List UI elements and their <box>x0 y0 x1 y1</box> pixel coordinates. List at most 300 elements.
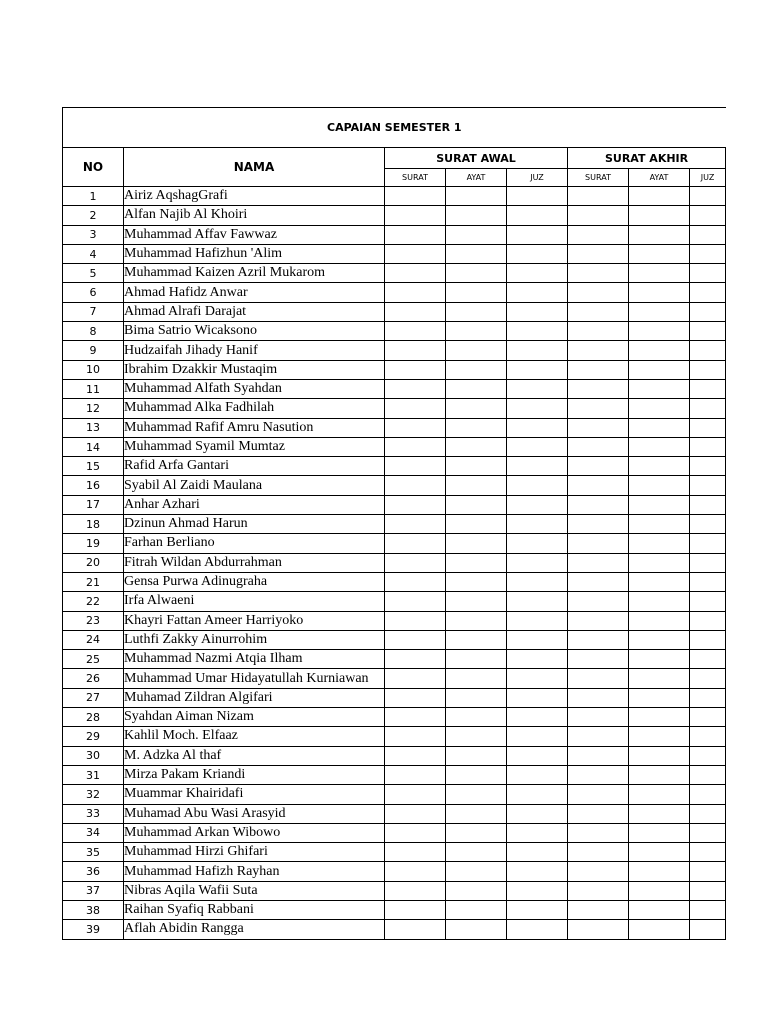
akhir-juz-cell[interactable] <box>690 399 726 418</box>
student-name-cell[interactable]: Muhammad Nazmi Atqia Ilham <box>124 650 385 669</box>
row-number-cell[interactable]: 22 <box>63 592 124 611</box>
awal-ayat-cell[interactable] <box>446 650 507 669</box>
row-number-cell[interactable]: 9 <box>63 341 124 360</box>
akhir-ayat-cell[interactable] <box>629 572 690 591</box>
awal-juz-cell[interactable] <box>507 765 568 784</box>
sheet-title[interactable]: CAPAIAN SEMESTER 1 <box>63 108 726 148</box>
awal-juz-cell[interactable] <box>507 804 568 823</box>
akhir-surat-cell[interactable] <box>568 727 629 746</box>
akhir-juz-cell[interactable] <box>690 553 726 572</box>
awal-ayat-cell[interactable] <box>446 399 507 418</box>
student-name-cell[interactable]: Bima Satrio Wicaksono <box>124 322 385 341</box>
row-number-cell[interactable]: 8 <box>63 322 124 341</box>
akhir-ayat-cell[interactable] <box>629 688 690 707</box>
awal-juz-cell[interactable] <box>507 708 568 727</box>
akhir-juz-cell[interactable] <box>690 264 726 283</box>
akhir-surat-cell[interactable] <box>568 881 629 900</box>
awal-juz-cell[interactable] <box>507 688 568 707</box>
student-name-cell[interactable]: Muhammad Hirzi Ghifari <box>124 843 385 862</box>
akhir-surat-cell[interactable] <box>568 669 629 688</box>
row-number-cell[interactable]: 37 <box>63 881 124 900</box>
awal-ayat-cell[interactable] <box>446 920 507 939</box>
awal-juz-cell[interactable] <box>507 244 568 263</box>
student-name-cell[interactable]: Ahmad Hafidz Anwar <box>124 283 385 302</box>
akhir-surat-cell[interactable] <box>568 650 629 669</box>
akhir-juz-cell[interactable] <box>690 187 726 206</box>
akhir-ayat-cell[interactable] <box>629 592 690 611</box>
awal-surat-cell[interactable] <box>385 708 446 727</box>
awal-ayat-cell[interactable] <box>446 283 507 302</box>
header-akhir-surat[interactable]: SURAT <box>568 169 629 187</box>
row-number-cell[interactable]: 39 <box>63 920 124 939</box>
awal-ayat-cell[interactable] <box>446 688 507 707</box>
akhir-juz-cell[interactable] <box>690 881 726 900</box>
akhir-juz-cell[interactable] <box>690 611 726 630</box>
akhir-surat-cell[interactable] <box>568 823 629 842</box>
awal-ayat-cell[interactable] <box>446 669 507 688</box>
akhir-surat-cell[interactable] <box>568 592 629 611</box>
awal-juz-cell[interactable] <box>507 399 568 418</box>
awal-juz-cell[interactable] <box>507 206 568 225</box>
awal-surat-cell[interactable] <box>385 650 446 669</box>
awal-surat-cell[interactable] <box>385 765 446 784</box>
awal-ayat-cell[interactable] <box>446 572 507 591</box>
akhir-juz-cell[interactable] <box>690 360 726 379</box>
akhir-surat-cell[interactable] <box>568 244 629 263</box>
akhir-juz-cell[interactable] <box>690 476 726 495</box>
row-number-cell[interactable]: 32 <box>63 785 124 804</box>
akhir-ayat-cell[interactable] <box>629 264 690 283</box>
row-number-cell[interactable]: 24 <box>63 630 124 649</box>
akhir-surat-cell[interactable] <box>568 322 629 341</box>
awal-surat-cell[interactable] <box>385 244 446 263</box>
akhir-juz-cell[interactable] <box>690 515 726 534</box>
awal-juz-cell[interactable] <box>507 920 568 939</box>
row-number-cell[interactable]: 30 <box>63 746 124 765</box>
awal-surat-cell[interactable] <box>385 476 446 495</box>
akhir-ayat-cell[interactable] <box>629 418 690 437</box>
row-number-cell[interactable]: 18 <box>63 515 124 534</box>
student-name-cell[interactable]: Muammar Khairidafi <box>124 785 385 804</box>
akhir-ayat-cell[interactable] <box>629 765 690 784</box>
student-name-cell[interactable]: Muhamad Zildran Algifari <box>124 688 385 707</box>
akhir-ayat-cell[interactable] <box>629 399 690 418</box>
awal-surat-cell[interactable] <box>385 187 446 206</box>
akhir-juz-cell[interactable] <box>690 630 726 649</box>
awal-surat-cell[interactable] <box>385 823 446 842</box>
awal-juz-cell[interactable] <box>507 823 568 842</box>
awal-juz-cell[interactable] <box>507 302 568 321</box>
student-name-cell[interactable]: Syahdan Aiman Nizam <box>124 708 385 727</box>
student-name-cell[interactable]: Muhammad Syamil Mumtaz <box>124 437 385 456</box>
awal-surat-cell[interactable] <box>385 900 446 919</box>
akhir-ayat-cell[interactable] <box>629 708 690 727</box>
row-number-cell[interactable]: 7 <box>63 302 124 321</box>
akhir-surat-cell[interactable] <box>568 457 629 476</box>
akhir-ayat-cell[interactable] <box>629 244 690 263</box>
akhir-ayat-cell[interactable] <box>629 900 690 919</box>
awal-ayat-cell[interactable] <box>446 804 507 823</box>
akhir-juz-cell[interactable] <box>690 495 726 514</box>
student-name-cell[interactable]: Anhar Azhari <box>124 495 385 514</box>
akhir-juz-cell[interactable] <box>690 437 726 456</box>
awal-juz-cell[interactable] <box>507 727 568 746</box>
awal-ayat-cell[interactable] <box>446 862 507 881</box>
row-number-cell[interactable]: 19 <box>63 534 124 553</box>
akhir-ayat-cell[interactable] <box>629 379 690 398</box>
awal-ayat-cell[interactable] <box>446 495 507 514</box>
akhir-ayat-cell[interactable] <box>629 437 690 456</box>
akhir-juz-cell[interactable] <box>690 572 726 591</box>
student-name-cell[interactable]: Fitrah Wildan Abdurrahman <box>124 553 385 572</box>
awal-juz-cell[interactable] <box>507 476 568 495</box>
awal-ayat-cell[interactable] <box>446 457 507 476</box>
row-number-cell[interactable]: 16 <box>63 476 124 495</box>
akhir-ayat-cell[interactable] <box>629 322 690 341</box>
akhir-ayat-cell[interactable] <box>629 457 690 476</box>
awal-juz-cell[interactable] <box>507 495 568 514</box>
awal-juz-cell[interactable] <box>507 900 568 919</box>
awal-ayat-cell[interactable] <box>446 341 507 360</box>
akhir-juz-cell[interactable] <box>690 379 726 398</box>
student-name-cell[interactable]: Dzinun Ahmad Harun <box>124 515 385 534</box>
akhir-juz-cell[interactable] <box>690 843 726 862</box>
awal-juz-cell[interactable] <box>507 225 568 244</box>
awal-surat-cell[interactable] <box>385 630 446 649</box>
akhir-ayat-cell[interactable] <box>629 746 690 765</box>
akhir-surat-cell[interactable] <box>568 708 629 727</box>
header-akhir-juz[interactable]: JUZ <box>690 169 726 187</box>
akhir-juz-cell[interactable] <box>690 225 726 244</box>
header-nama[interactable]: NAMA <box>124 148 385 187</box>
awal-ayat-cell[interactable] <box>446 630 507 649</box>
awal-surat-cell[interactable] <box>385 495 446 514</box>
student-name-cell[interactable]: Raihan Syafiq Rabbani <box>124 900 385 919</box>
akhir-surat-cell[interactable] <box>568 399 629 418</box>
awal-juz-cell[interactable] <box>507 534 568 553</box>
akhir-juz-cell[interactable] <box>690 457 726 476</box>
akhir-ayat-cell[interactable] <box>629 302 690 321</box>
awal-juz-cell[interactable] <box>507 437 568 456</box>
akhir-ayat-cell[interactable] <box>629 881 690 900</box>
akhir-surat-cell[interactable] <box>568 688 629 707</box>
awal-ayat-cell[interactable] <box>446 900 507 919</box>
student-name-cell[interactable]: Muhammad Umar Hidayatullah Kurniawan <box>124 669 385 688</box>
student-name-cell[interactable]: Irfa Alwaeni <box>124 592 385 611</box>
akhir-ayat-cell[interactable] <box>629 920 690 939</box>
akhir-juz-cell[interactable] <box>690 823 726 842</box>
row-number-cell[interactable]: 1 <box>63 187 124 206</box>
akhir-juz-cell[interactable] <box>690 534 726 553</box>
awal-surat-cell[interactable] <box>385 206 446 225</box>
akhir-surat-cell[interactable] <box>568 187 629 206</box>
akhir-juz-cell[interactable] <box>690 322 726 341</box>
akhir-surat-cell[interactable] <box>568 534 629 553</box>
akhir-juz-cell[interactable] <box>690 920 726 939</box>
awal-ayat-cell[interactable] <box>446 264 507 283</box>
student-name-cell[interactable]: Luthfi Zakky Ainurrohim <box>124 630 385 649</box>
student-name-cell[interactable]: Gensa Purwa Adinugraha <box>124 572 385 591</box>
akhir-ayat-cell[interactable] <box>629 804 690 823</box>
awal-surat-cell[interactable] <box>385 688 446 707</box>
header-awal-juz[interactable]: JUZ <box>507 169 568 187</box>
row-number-cell[interactable]: 33 <box>63 804 124 823</box>
akhir-surat-cell[interactable] <box>568 476 629 495</box>
awal-ayat-cell[interactable] <box>446 187 507 206</box>
akhir-surat-cell[interactable] <box>568 418 629 437</box>
student-name-cell[interactable]: Ibrahim Dzakkir Mustaqim <box>124 360 385 379</box>
akhir-surat-cell[interactable] <box>568 206 629 225</box>
awal-surat-cell[interactable] <box>385 322 446 341</box>
akhir-juz-cell[interactable] <box>690 650 726 669</box>
awal-surat-cell[interactable] <box>385 457 446 476</box>
akhir-juz-cell[interactable] <box>690 804 726 823</box>
awal-surat-cell[interactable] <box>385 746 446 765</box>
awal-ayat-cell[interactable] <box>446 881 507 900</box>
akhir-surat-cell[interactable] <box>568 495 629 514</box>
akhir-ayat-cell[interactable] <box>629 630 690 649</box>
awal-surat-cell[interactable] <box>385 669 446 688</box>
row-number-cell[interactable]: 14 <box>63 437 124 456</box>
awal-surat-cell[interactable] <box>385 843 446 862</box>
akhir-juz-cell[interactable] <box>690 900 726 919</box>
akhir-ayat-cell[interactable] <box>629 611 690 630</box>
akhir-ayat-cell[interactable] <box>629 553 690 572</box>
awal-juz-cell[interactable] <box>507 862 568 881</box>
awal-surat-cell[interactable] <box>385 572 446 591</box>
student-name-cell[interactable]: Khayri Fattan Ameer Harriyoko <box>124 611 385 630</box>
student-name-cell[interactable]: Muhammad Alfath Syahdan <box>124 379 385 398</box>
awal-ayat-cell[interactable] <box>446 727 507 746</box>
awal-surat-cell[interactable] <box>385 283 446 302</box>
awal-juz-cell[interactable] <box>507 360 568 379</box>
awal-ayat-cell[interactable] <box>446 611 507 630</box>
student-name-cell[interactable]: Muhammad Alka Fadhilah <box>124 399 385 418</box>
student-name-cell[interactable]: Ahmad Alrafi Darajat <box>124 302 385 321</box>
akhir-surat-cell[interactable] <box>568 225 629 244</box>
awal-juz-cell[interactable] <box>507 630 568 649</box>
akhir-ayat-cell[interactable] <box>629 515 690 534</box>
student-name-cell[interactable]: Muhammad Rafif Amru Nasution <box>124 418 385 437</box>
awal-juz-cell[interactable] <box>507 457 568 476</box>
awal-surat-cell[interactable] <box>385 804 446 823</box>
akhir-juz-cell[interactable] <box>690 785 726 804</box>
akhir-surat-cell[interactable] <box>568 264 629 283</box>
akhir-juz-cell[interactable] <box>690 244 726 263</box>
awal-surat-cell[interactable] <box>385 592 446 611</box>
awal-surat-cell[interactable] <box>385 341 446 360</box>
akhir-ayat-cell[interactable] <box>629 669 690 688</box>
student-name-cell[interactable]: M. Adzka Al thaf <box>124 746 385 765</box>
akhir-juz-cell[interactable] <box>690 302 726 321</box>
awal-ayat-cell[interactable] <box>446 843 507 862</box>
akhir-ayat-cell[interactable] <box>629 843 690 862</box>
row-number-cell[interactable]: 36 <box>63 862 124 881</box>
akhir-ayat-cell[interactable] <box>629 534 690 553</box>
student-name-cell[interactable]: Hudzaifah Jihady Hanif <box>124 341 385 360</box>
awal-surat-cell[interactable] <box>385 379 446 398</box>
awal-ayat-cell[interactable] <box>446 476 507 495</box>
awal-ayat-cell[interactable] <box>446 708 507 727</box>
row-number-cell[interactable]: 11 <box>63 379 124 398</box>
akhir-juz-cell[interactable] <box>690 418 726 437</box>
akhir-ayat-cell[interactable] <box>629 862 690 881</box>
awal-ayat-cell[interactable] <box>446 360 507 379</box>
awal-juz-cell[interactable] <box>507 553 568 572</box>
row-number-cell[interactable]: 31 <box>63 765 124 784</box>
awal-ayat-cell[interactable] <box>446 592 507 611</box>
akhir-juz-cell[interactable] <box>690 341 726 360</box>
awal-surat-cell[interactable] <box>385 785 446 804</box>
akhir-surat-cell[interactable] <box>568 862 629 881</box>
awal-ayat-cell[interactable] <box>446 765 507 784</box>
row-number-cell[interactable]: 28 <box>63 708 124 727</box>
akhir-surat-cell[interactable] <box>568 804 629 823</box>
akhir-surat-cell[interactable] <box>568 437 629 456</box>
row-number-cell[interactable]: 20 <box>63 553 124 572</box>
student-name-cell[interactable]: Syabil Al Zaidi Maulana <box>124 476 385 495</box>
header-surat-akhir[interactable]: SURAT AKHIR <box>568 148 726 169</box>
awal-surat-cell[interactable] <box>385 534 446 553</box>
student-name-cell[interactable]: Muhammad Arkan Wibowo <box>124 823 385 842</box>
row-number-cell[interactable]: 13 <box>63 418 124 437</box>
akhir-surat-cell[interactable] <box>568 920 629 939</box>
awal-ayat-cell[interactable] <box>446 746 507 765</box>
awal-juz-cell[interactable] <box>507 515 568 534</box>
awal-surat-cell[interactable] <box>385 727 446 746</box>
header-akhir-ayat[interactable]: AYAT <box>629 169 690 187</box>
student-name-cell[interactable]: Nibras Aqila Wafii Suta <box>124 881 385 900</box>
awal-surat-cell[interactable] <box>385 515 446 534</box>
akhir-ayat-cell[interactable] <box>629 225 690 244</box>
row-number-cell[interactable]: 27 <box>63 688 124 707</box>
awal-juz-cell[interactable] <box>507 746 568 765</box>
akhir-surat-cell[interactable] <box>568 302 629 321</box>
awal-juz-cell[interactable] <box>507 611 568 630</box>
student-name-cell[interactable]: Alfan Najib Al Khoiri <box>124 206 385 225</box>
akhir-ayat-cell[interactable] <box>629 341 690 360</box>
akhir-ayat-cell[interactable] <box>629 727 690 746</box>
akhir-ayat-cell[interactable] <box>629 206 690 225</box>
row-number-cell[interactable]: 17 <box>63 495 124 514</box>
awal-ayat-cell[interactable] <box>446 515 507 534</box>
akhir-surat-cell[interactable] <box>568 515 629 534</box>
header-awal-ayat[interactable]: AYAT <box>446 169 507 187</box>
awal-ayat-cell[interactable] <box>446 418 507 437</box>
awal-ayat-cell[interactable] <box>446 225 507 244</box>
row-number-cell[interactable]: 15 <box>63 457 124 476</box>
awal-ayat-cell[interactable] <box>446 302 507 321</box>
student-name-cell[interactable]: Muhammad Hafizh Rayhan <box>124 862 385 881</box>
awal-ayat-cell[interactable] <box>446 553 507 572</box>
akhir-juz-cell[interactable] <box>690 688 726 707</box>
awal-surat-cell[interactable] <box>385 920 446 939</box>
akhir-juz-cell[interactable] <box>690 765 726 784</box>
awal-surat-cell[interactable] <box>385 862 446 881</box>
awal-juz-cell[interactable] <box>507 881 568 900</box>
akhir-surat-cell[interactable] <box>568 785 629 804</box>
awal-surat-cell[interactable] <box>385 264 446 283</box>
akhir-juz-cell[interactable] <box>690 727 726 746</box>
awal-surat-cell[interactable] <box>385 360 446 379</box>
akhir-ayat-cell[interactable] <box>629 650 690 669</box>
row-number-cell[interactable]: 26 <box>63 669 124 688</box>
awal-juz-cell[interactable] <box>507 650 568 669</box>
awal-juz-cell[interactable] <box>507 322 568 341</box>
awal-surat-cell[interactable] <box>385 418 446 437</box>
awal-surat-cell[interactable] <box>385 399 446 418</box>
student-name-cell[interactable]: Muhammad Kaizen Azril Mukarom <box>124 264 385 283</box>
row-number-cell[interactable]: 23 <box>63 611 124 630</box>
row-number-cell[interactable]: 38 <box>63 900 124 919</box>
awal-ayat-cell[interactable] <box>446 379 507 398</box>
akhir-ayat-cell[interactable] <box>629 360 690 379</box>
akhir-juz-cell[interactable] <box>690 669 726 688</box>
awal-juz-cell[interactable] <box>507 418 568 437</box>
awal-surat-cell[interactable] <box>385 225 446 244</box>
awal-juz-cell[interactable] <box>507 843 568 862</box>
student-name-cell[interactable]: Muhammad Hafizhun 'Alim <box>124 244 385 263</box>
awal-juz-cell[interactable] <box>507 341 568 360</box>
akhir-ayat-cell[interactable] <box>629 187 690 206</box>
akhir-juz-cell[interactable] <box>690 862 726 881</box>
row-number-cell[interactable]: 25 <box>63 650 124 669</box>
akhir-ayat-cell[interactable] <box>629 283 690 302</box>
awal-juz-cell[interactable] <box>507 785 568 804</box>
awal-juz-cell[interactable] <box>507 592 568 611</box>
row-number-cell[interactable]: 6 <box>63 283 124 302</box>
student-name-cell[interactable]: Kahlil Moch. Elfaaz <box>124 727 385 746</box>
akhir-juz-cell[interactable] <box>690 592 726 611</box>
akhir-surat-cell[interactable] <box>568 630 629 649</box>
akhir-ayat-cell[interactable] <box>629 476 690 495</box>
student-name-cell[interactable]: Airiz AqshagGrafi <box>124 187 385 206</box>
akhir-ayat-cell[interactable] <box>629 785 690 804</box>
akhir-ayat-cell[interactable] <box>629 495 690 514</box>
header-no[interactable]: NO <box>63 148 124 187</box>
akhir-surat-cell[interactable] <box>568 341 629 360</box>
akhir-surat-cell[interactable] <box>568 379 629 398</box>
akhir-surat-cell[interactable] <box>568 746 629 765</box>
awal-surat-cell[interactable] <box>385 302 446 321</box>
akhir-surat-cell[interactable] <box>568 283 629 302</box>
row-number-cell[interactable]: 35 <box>63 843 124 862</box>
row-number-cell[interactable]: 3 <box>63 225 124 244</box>
row-number-cell[interactable]: 29 <box>63 727 124 746</box>
akhir-ayat-cell[interactable] <box>629 823 690 842</box>
student-name-cell[interactable]: Aflah Abidin Rangga <box>124 920 385 939</box>
awal-juz-cell[interactable] <box>507 572 568 591</box>
awal-ayat-cell[interactable] <box>446 785 507 804</box>
awal-juz-cell[interactable] <box>507 669 568 688</box>
akhir-surat-cell[interactable] <box>568 611 629 630</box>
student-name-cell[interactable]: Farhan Berliano <box>124 534 385 553</box>
akhir-surat-cell[interactable] <box>568 765 629 784</box>
awal-ayat-cell[interactable] <box>446 437 507 456</box>
awal-ayat-cell[interactable] <box>446 244 507 263</box>
akhir-juz-cell[interactable] <box>690 206 726 225</box>
akhir-juz-cell[interactable] <box>690 283 726 302</box>
akhir-surat-cell[interactable] <box>568 900 629 919</box>
awal-ayat-cell[interactable] <box>446 534 507 553</box>
akhir-surat-cell[interactable] <box>568 843 629 862</box>
student-name-cell[interactable]: Muhamad Abu Wasi Arasyid <box>124 804 385 823</box>
awal-surat-cell[interactable] <box>385 611 446 630</box>
row-number-cell[interactable]: 34 <box>63 823 124 842</box>
akhir-surat-cell[interactable] <box>568 360 629 379</box>
awal-surat-cell[interactable] <box>385 553 446 572</box>
row-number-cell[interactable]: 5 <box>63 264 124 283</box>
